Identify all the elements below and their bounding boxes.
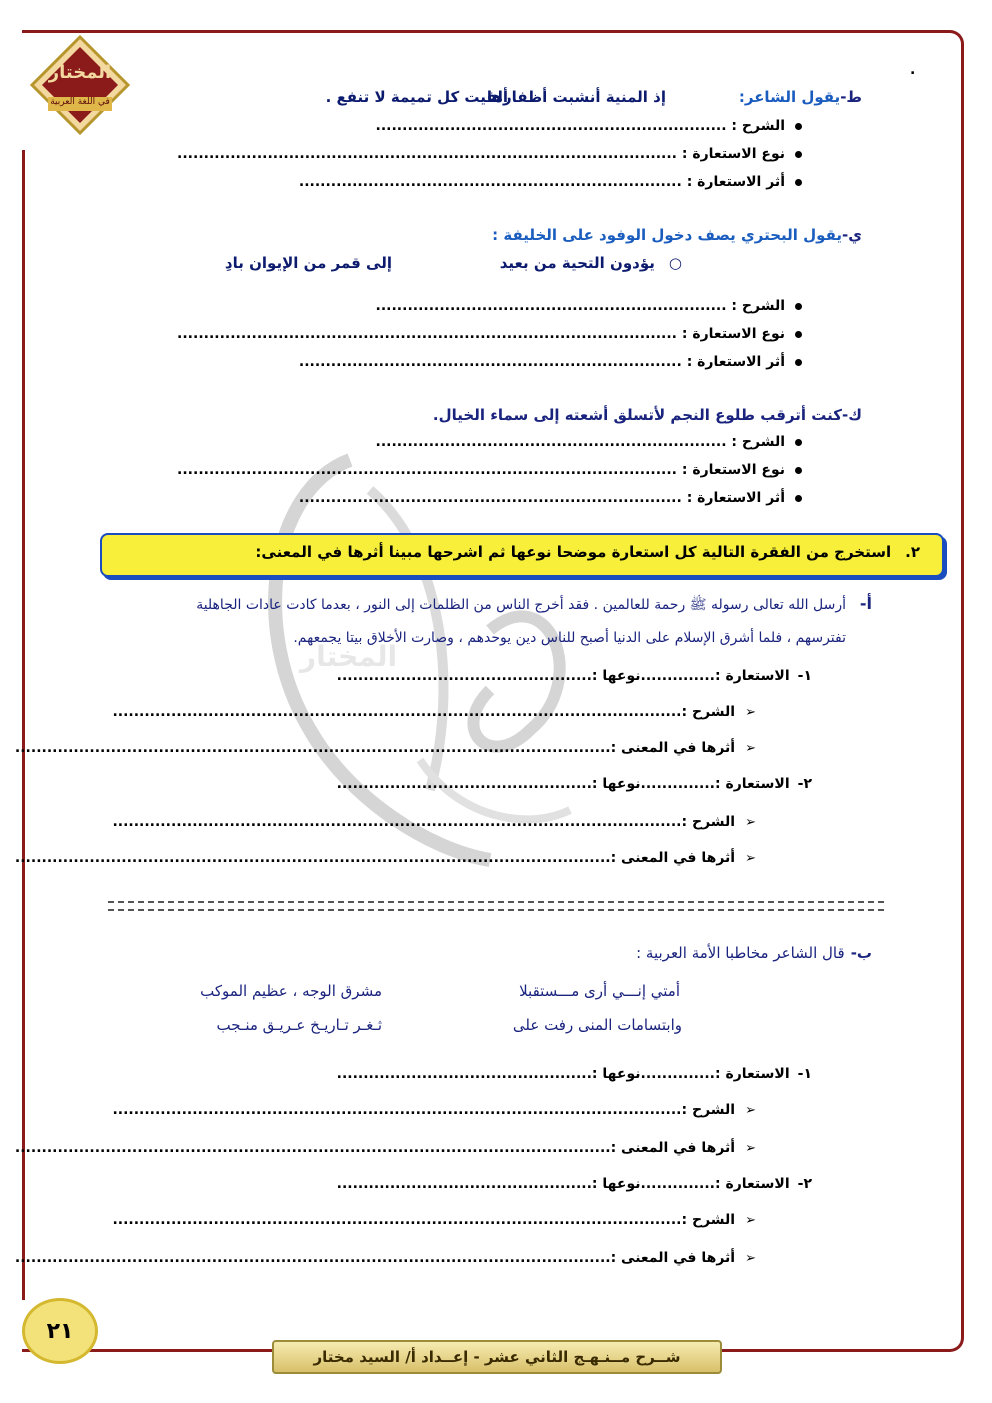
checkmark-bullet-icon: ➢ xyxy=(745,851,756,866)
b2-istiara-label: الاستعارة : xyxy=(714,1176,790,1192)
para-b-label: ب- xyxy=(850,944,872,962)
a2-naw-dots: ................................................ xyxy=(336,776,592,792)
ya-sharh-row xyxy=(376,298,802,314)
checkmark-bullet-icon: ➢ xyxy=(745,705,756,720)
checkmark-bullet-icon: ➢ xyxy=(745,1141,756,1156)
section-2-title: استخرج من الفقرة التالية كل استعارة موضحا نوعها ثم اشرحها مبينا أثرها في المعنى: xyxy=(255,543,892,561)
b2-sharh-row xyxy=(112,1212,756,1228)
checkmark-bullet-icon: ➢ xyxy=(745,1213,756,1228)
a2-naw-label: نوعها : xyxy=(591,776,641,792)
b1-athar-dots: ................................................................................................................ xyxy=(14,1140,611,1156)
ta-athar-dots: ........................................................................ xyxy=(298,174,682,190)
checkmark-bullet-icon: ➢ xyxy=(745,1251,756,1266)
a1-istiara-row xyxy=(337,668,812,684)
a2-sharh-label: الشرح : xyxy=(681,814,736,830)
section-2-heading xyxy=(255,543,920,561)
ta-athar-row xyxy=(299,174,802,190)
para-b-heading xyxy=(636,944,872,962)
kaf-athar-label: أثر الاستعارة : xyxy=(686,490,785,506)
b2-sharh-dots: ........................................................................................................... xyxy=(112,1212,682,1228)
section-2-number: ٢. xyxy=(905,543,920,561)
a2-sharh-row xyxy=(112,814,756,830)
b1-number: ١- xyxy=(797,1066,812,1082)
b2-athar-row xyxy=(15,1250,756,1266)
para-b-verse-2a: وابتسامات المنى رفت على xyxy=(512,1016,682,1034)
b1-sharh-dots: ........................................................................................................... xyxy=(112,1102,682,1118)
a2-athar-label: أثرها في المعنى : xyxy=(610,850,736,866)
a2-sharh-dots: ........................................................................................................... xyxy=(112,814,682,830)
page-number: ٢١ xyxy=(22,1298,98,1364)
a1-number: ١- xyxy=(797,668,812,684)
a1-athar-dots: ................................................................................................................ xyxy=(14,740,611,756)
watermark-text: المختار xyxy=(300,640,398,673)
logo-title: المختار xyxy=(48,62,112,83)
ta-sharh-dots: .................................................................. xyxy=(375,118,727,134)
question-ya-verse-b: إلى قمر من الإيوان بادِ xyxy=(224,254,392,272)
b2-sharh-label: الشرح : xyxy=(681,1212,736,1228)
para-a-line-2: تفترسهم ، فلما أشرق الإسلام على الدنيا أصبح للناس دين يوحدهم ، وصارت الأخلاق بيتا يجمعهم. xyxy=(293,630,846,646)
ta-sharh-label: الشرح : xyxy=(731,118,785,134)
question-kaf-heading xyxy=(433,406,862,424)
checkmark-bullet-icon: ➢ xyxy=(745,815,756,830)
b2-istiara-row xyxy=(337,1176,812,1192)
checkmark-bullet-icon: ➢ xyxy=(745,1103,756,1118)
ya-athar-label: أثر الاستعارة : xyxy=(686,354,785,370)
b1-istiara-dots: .............. xyxy=(640,1066,715,1082)
kaf-sharh-label: الشرح : xyxy=(731,434,785,450)
separator-line xyxy=(108,901,884,911)
question-ya-verse-a: يؤدون التحية من بعيد xyxy=(499,254,655,272)
question-ya-heading xyxy=(492,226,862,244)
ta-naw-label: نوع الاستعارة : xyxy=(681,146,785,162)
question-ya-intro: يقول البحتري يصف دخول الوفود على الخليفة : xyxy=(492,226,843,244)
checkmark-bullet-icon: ➢ xyxy=(745,741,756,756)
para-b-intro: قال الشاعر مخاطبا الأمة العربية : xyxy=(636,944,845,962)
kaf-naw-dots: .............................................................................................. xyxy=(177,462,677,478)
question-ya-verse-a-row xyxy=(500,254,682,272)
a1-sharh-dots: ........................................................................................................... xyxy=(112,704,682,720)
a2-number: ٢- xyxy=(797,776,812,792)
footer-banner: شــرح مــنـهـج الثاني عشر - إعــداد أ/ السيد مختار xyxy=(272,1340,722,1374)
ya-naw-row xyxy=(177,326,802,342)
question-kaf-text: كنت أترقب طلوع النجم لأتسلق أشعته إلى سماء الخيال. xyxy=(432,406,843,424)
ta-naw-row xyxy=(177,146,802,162)
b2-athar-dots: ................................................................................................................ xyxy=(14,1250,611,1266)
a1-naw-dots: ................................................ xyxy=(336,668,592,684)
a2-athar-dots: ................................................................................................................ xyxy=(14,850,611,866)
kaf-sharh-row xyxy=(376,434,802,450)
ya-naw-dots: .............................................................................................. xyxy=(177,326,677,342)
a1-naw-label: نوعها : xyxy=(591,668,641,684)
frame-left-border xyxy=(22,150,25,1300)
kaf-naw-row xyxy=(177,462,802,478)
b2-naw-dots: ................................................ xyxy=(336,1176,592,1192)
kaf-athar-dots: ........................................................................ xyxy=(298,490,682,506)
a1-athar-row xyxy=(15,740,756,756)
b1-naw-label: نوعها : xyxy=(591,1066,641,1082)
b1-athar-label: أثرها في المعنى : xyxy=(610,1140,736,1156)
question-ya-label: ي- xyxy=(842,226,862,244)
question-ta-verse-a: إذ المنية أنشبت أظفارها xyxy=(486,88,666,106)
a1-istiara-label: الاستعارة : xyxy=(714,668,790,684)
ta-athar-label: أثر الاستعارة : xyxy=(686,174,785,190)
question-ta-label: ط- xyxy=(840,88,862,106)
logo-subtitle: في اللغة العربية xyxy=(50,97,110,107)
kaf-naw-label: نوع الاستعارة : xyxy=(681,462,785,478)
question-ta-verse-b: ألفيت كل تميمة لا تنفع . xyxy=(325,88,508,106)
a2-istiara-row xyxy=(337,776,812,792)
kaf-athar-row xyxy=(299,490,802,506)
b1-athar-row xyxy=(15,1140,756,1156)
a1-istiara-dots: .............. xyxy=(640,668,715,684)
b2-istiara-dots: .............. xyxy=(640,1176,715,1192)
ya-athar-dots: ........................................................................ xyxy=(298,354,682,370)
ya-sharh-dots: .................................................................. xyxy=(375,298,727,314)
para-b-verse-2b: ثـغـر تـاريـخ عـريـق منـجب xyxy=(216,1016,382,1034)
b2-athar-label: أثرها في المعنى : xyxy=(610,1250,736,1266)
ya-sharh-label: الشرح : xyxy=(731,298,785,314)
question-kaf-label: ك- xyxy=(842,406,862,424)
corner-dot: . xyxy=(910,62,916,78)
hollow-bullet-icon: ○ xyxy=(668,254,682,272)
b1-istiara-label: الاستعارة : xyxy=(714,1066,790,1082)
ya-athar-row xyxy=(299,354,802,370)
brand-logo xyxy=(30,35,130,135)
para-b-verse-1b: مشرق الوجه ، عظيم الموكب xyxy=(200,982,382,1000)
b2-naw-label: نوعها : xyxy=(591,1176,641,1192)
a1-sharh-label: الشرح : xyxy=(681,704,736,720)
a1-athar-label: أثرها في المعنى : xyxy=(610,740,736,756)
b2-number: ٢- xyxy=(797,1176,812,1192)
a2-istiara-dots: .............. xyxy=(640,776,715,792)
b1-istiara-row xyxy=(337,1066,812,1082)
question-ta-heading xyxy=(739,88,862,106)
para-a-line-1: أرسل الله تعالى رسوله ﷺ رحمة للعالمين . فقد أخرج الناس من الظلمات إلى النور ، بعدما كادت عادات الجاهلية xyxy=(196,597,846,613)
kaf-sharh-dots: .................................................................. xyxy=(375,434,727,450)
b1-naw-dots: ................................................ xyxy=(336,1066,592,1082)
b1-sharh-row xyxy=(112,1102,756,1118)
para-b-verse-1a: أمتي إنـــي أرى مـــستقبلا xyxy=(519,982,680,1000)
b1-sharh-label: الشرح : xyxy=(681,1102,736,1118)
ta-naw-dots: .............................................................................................. xyxy=(177,146,677,162)
ta-sharh-row xyxy=(376,118,802,134)
a2-athar-row xyxy=(15,850,756,866)
para-a-label: أ- xyxy=(859,594,872,613)
ya-naw-label: نوع الاستعارة : xyxy=(681,326,785,342)
question-ta-intro: يقول الشاعر: xyxy=(738,88,841,106)
a1-sharh-row xyxy=(112,704,756,720)
a2-istiara-label: الاستعارة : xyxy=(714,776,790,792)
